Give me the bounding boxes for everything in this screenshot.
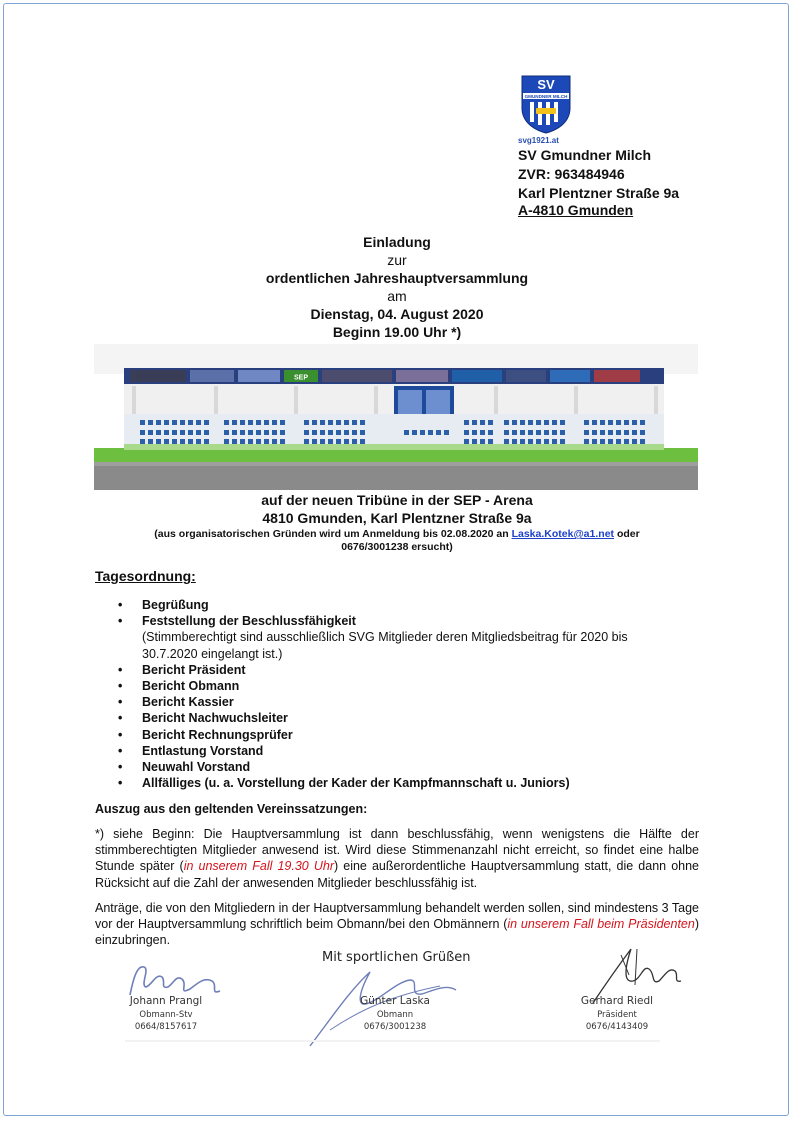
club-street: Karl Plentzner Straße 9a (518, 185, 680, 201)
footer-divider (125, 1040, 660, 1042)
agenda-item-note: (Stimmberechtigt sind ausschließlich SVG Mitglieder deren Mitgliedsbeitrag für 2020 bis 30.7.2020 eingelangt ist.) (142, 630, 628, 661)
signatory-phone: 0676/3001238 (363, 1022, 427, 1032)
invitation-time: Beginn 19.00 Uhr *) (332, 324, 462, 340)
agenda-item-label: Neuwahl Vorstand (142, 760, 251, 775)
bullet-icon: • (118, 776, 123, 791)
agenda-item-label: Bericht Nachwuchsleiter (142, 711, 288, 726)
club-zvr: ZVR: 963484946 (518, 166, 625, 182)
agenda-item (118, 678, 678, 694)
bullet-icon: • (118, 662, 123, 677)
registration-note-text-end: oder (614, 528, 640, 540)
agenda-item-label: Allfälliges (u. a. Vorstellung der Kader der Kampfmannschaft u. Juniors) (142, 776, 570, 791)
svg-text:SV: SV (537, 77, 555, 92)
bullet-icon: • (118, 760, 123, 775)
statutes-text: *) siehe Beginn: Die Hauptversammlung ist dann beschlussfähig, wenn wenigstens die Hälfte der stimmberechtigten Mitglieder anwesend ist. Wird diese Stimmenanzahl nicht erreicht, so findet eine halbe Stunde später ( (95, 827, 699, 874)
statutes-heading: Auszug aus den geltenden Vereinssatzungen: (95, 802, 368, 816)
stadium-illustration (94, 344, 698, 490)
agenda-item (118, 597, 678, 613)
signatory-name: Johann Prangl (129, 995, 203, 1007)
invitation-title: Einladung (363, 234, 431, 250)
venue-line2: 4810 Gmunden, Karl Plentzner Straße 9a (262, 510, 532, 526)
agenda-item-label: Begrüßung (142, 598, 209, 612)
signatory-role: Präsident (597, 1010, 637, 1020)
signatory-role: Obmann (376, 1010, 414, 1020)
agenda-item (118, 613, 678, 662)
signatory-name: Günter Laska (360, 995, 430, 1007)
bullet-icon: • (118, 711, 123, 726)
agenda-heading: Tagesordnung: (95, 568, 196, 584)
agenda-item (118, 662, 678, 678)
club-logo (518, 74, 574, 134)
bullet-icon: • (118, 695, 123, 710)
agenda-list (118, 597, 678, 791)
signatory-phone: 0676/4143409 (585, 1022, 649, 1032)
bullet-icon: • (118, 679, 123, 694)
bullet-icon: • (118, 598, 123, 612)
agenda-item-label: Bericht Kassier (142, 695, 234, 710)
signatory-name: Gerhard Riedl (580, 995, 654, 1007)
venue-line1: auf der neuen Tribüne in der SEP - Arena (261, 492, 533, 508)
agenda-item (118, 759, 678, 775)
invitation-zur: zur (387, 252, 407, 268)
statutes-text: ) einzubringen. (95, 917, 700, 948)
statutes-text: ) eine außerordentliche Hauptversammlung statt, die dann ohne Rücksicht auf die Zahl der anwesenden Mitglieder beschlussfähig ist. (95, 859, 699, 890)
registration-note-line2: 0676/3001238 ersucht) (341, 541, 453, 553)
signatory-phone: 0664/8157617 (134, 1022, 198, 1032)
closing-greeting: Mit sportlichen Grüßen (322, 950, 471, 965)
invitation-date: Dienstag, 04. August 2020 (310, 306, 484, 322)
club-website: svg1921.at (518, 136, 559, 145)
agenda-item (118, 743, 678, 759)
agenda-item (118, 775, 678, 791)
invitation-subject: ordentlichen Jahreshauptversammlung (265, 270, 529, 286)
registration-note-text: (aus organisatorischen Gründen wird um Anmeldung bis 02.08.2020 an (154, 528, 512, 540)
bullet-icon: • (118, 614, 123, 629)
statutes-highlight: in unserem Fall beim Präsidenten (507, 917, 695, 932)
statutes-paragraph-2 (95, 900, 699, 949)
signatory-role: Obmann-Stv (139, 1010, 193, 1020)
svg-text:SEP: SEP (293, 374, 309, 382)
agenda-item-label: Entlastung Vorstand (142, 743, 264, 758)
agenda-item-label: Feststellung der Beschlussfähigkeit (142, 614, 356, 629)
svg-text:GMUNDNER MILCH: GMUNDNER MILCH (524, 94, 568, 99)
club-name: SV Gmundner Milch (518, 147, 652, 163)
invitation-am: am (387, 288, 407, 304)
registration-email-link[interactable]: Laska.Kotek@a1.net (511, 528, 615, 540)
agenda-item-label: Bericht Obmann (142, 679, 240, 694)
agenda-item (118, 694, 678, 710)
registration-note (0, 528, 794, 541)
club-city: A-4810 Gmunden (518, 202, 634, 218)
bullet-icon: • (118, 743, 123, 758)
statutes-paragraph-1 (95, 826, 699, 891)
bullet-icon: • (118, 727, 123, 742)
agenda-item (118, 710, 678, 726)
agenda-item-label: Bericht Rechnungsprüfer (142, 727, 293, 742)
agenda-item (118, 727, 678, 743)
statutes-text: Anträge, die von den Mitgliedern in der Hauptversammlung behandelt werden sollen, sind mindestens 3 Tage vor der Hauptversammlung schriftlich beim Obmann/bei den Obmännern ( (95, 901, 699, 932)
statutes-highlight: in unserem Fall 19.30 Uhr (183, 859, 334, 874)
agenda-item-label: Bericht Präsident (142, 662, 246, 677)
